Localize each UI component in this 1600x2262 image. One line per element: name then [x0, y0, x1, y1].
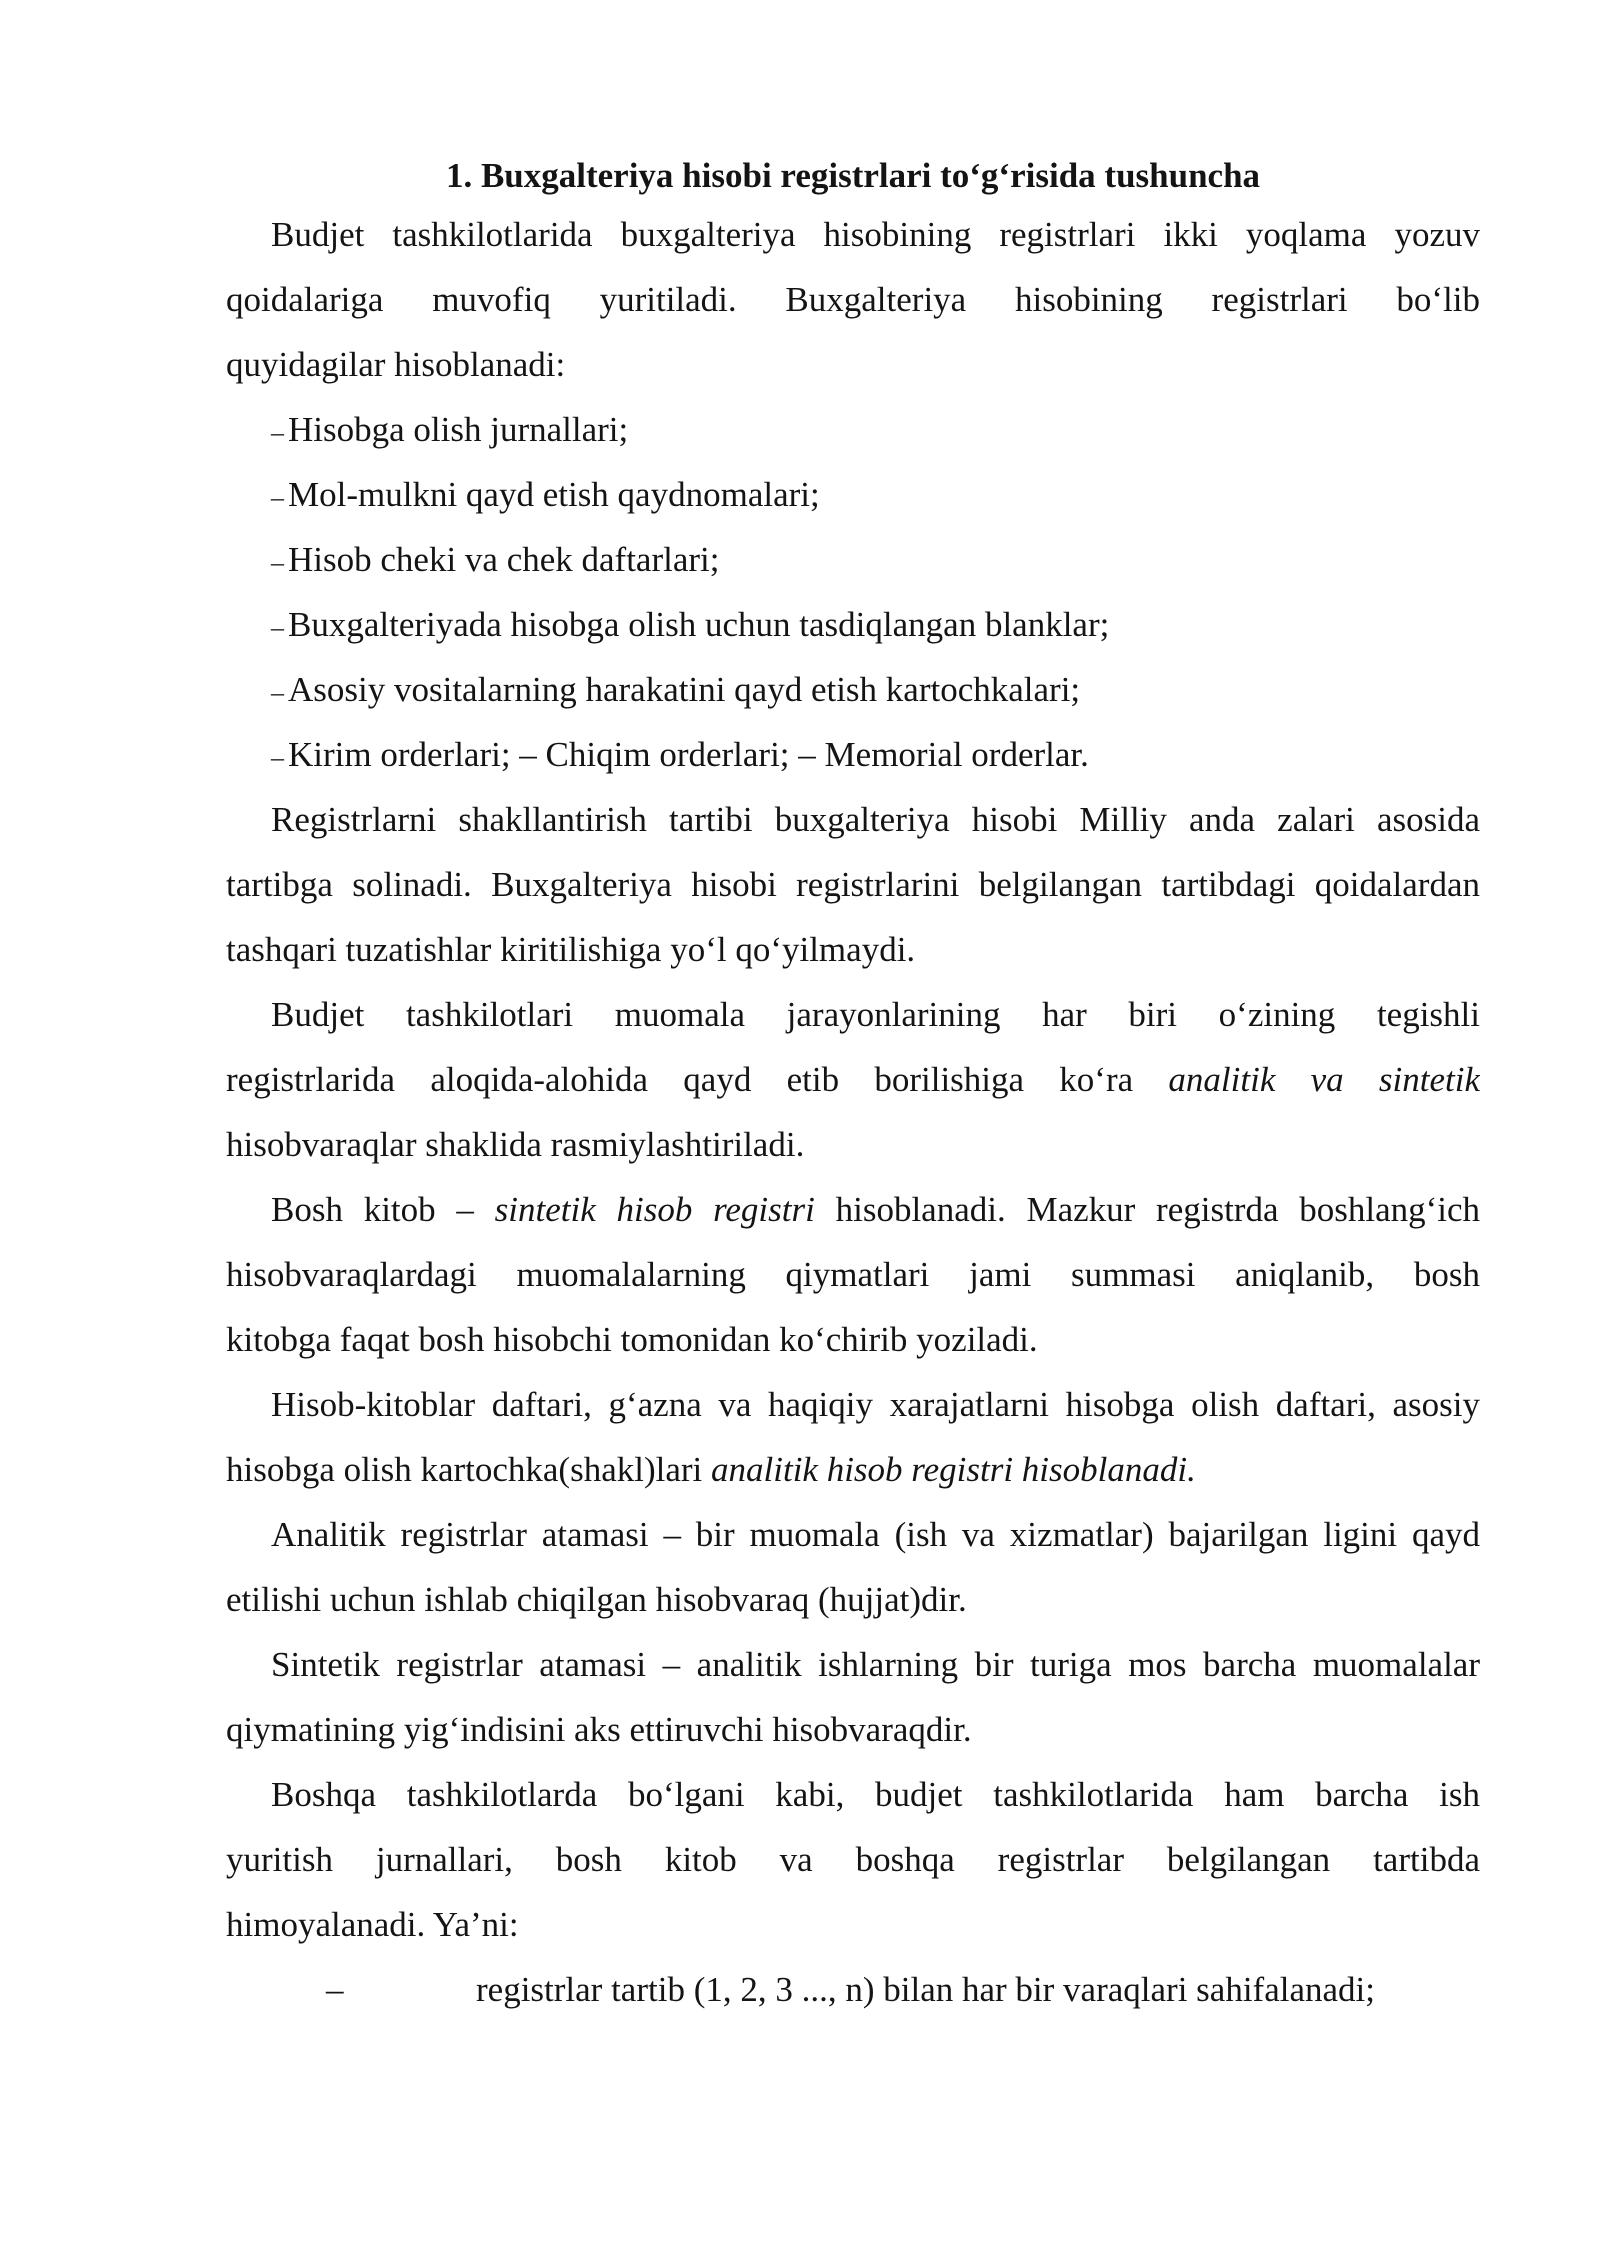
- paragraph-4-line-2: hisobvaraqlardagi muomalalarning qiymatlari jami summasi aniqlanib, bosh: [226, 1255, 1480, 1294]
- paragraph-6-line-2: etilishi uchun ishlab chiqilgan hisobvaraq (hujjat)dir.: [226, 1580, 967, 1619]
- italic-term: analitik hisob registri hisoblanadi.: [711, 1450, 1196, 1489]
- section-heading: 1. Buxgalteriya hisobi registrlari to‘g‘risida tushuncha: [445, 156, 1261, 195]
- dash-marker: –: [271, 418, 284, 447]
- paragraph-3-line-3: hisobvaraqlar shaklida rasmiylashtiriladi.: [226, 1125, 805, 1164]
- paragraph-3-line-2: registrlarida aloqida-alohida qayd etib borilishiga ko‘ra analitik va sintetik: [226, 1060, 1480, 1099]
- paragraph-8-line-3: himoyalanadi. Ya’ni:: [226, 1905, 519, 1944]
- italic-term: analitik va sintetik: [1168, 1060, 1480, 1099]
- list-item: – registrlar tartib (1, 2, 3 ..., n) bilan har bir varaqlari sahifalanadi;: [226, 1957, 1480, 2022]
- list-item: – Kirim orderlari; – Chiqim orderlari; – Memorial orderlar.: [271, 735, 1089, 774]
- paragraph-3-line-1: Budjet tashkilotlari muomala jarayonlarining har biri o‘zining tegishli: [271, 995, 1480, 1034]
- paragraph-1-line-1: Budjet tashkilotlarida buxgalteriya hisobining registrlari ikki yoqlama yozuv: [271, 215, 1480, 254]
- dash-marker: –: [271, 678, 284, 707]
- paragraph-8-line-1: Boshqa tashkilotlarda bo‘lgani kabi, budjet tashkilotlarida ham barcha ish: [271, 1775, 1480, 1814]
- paragraph-1-line-3: quyidagilar hisoblanadi:: [226, 345, 566, 384]
- paragraph-2-line-3: tashqari tuzatishlar kiritilishiga yo‘l qo‘yilmaydi.: [226, 930, 916, 969]
- list-item: – Mol-mulkni qayd etish qaydnomalari;: [271, 475, 820, 514]
- paragraph-7-line-2: qiymatining yig‘indisini aks ettiruvchi hisobvaraqdir.: [226, 1710, 972, 1749]
- paragraph-5-line-1: Hisob-kitoblar daftari, g‘azna va haqiqiy xarajatlarni hisobga olish daftari, asosiy: [271, 1385, 1480, 1424]
- paragraph-4-line-3: kitobga faqat bosh hisobchi tomonidan ko‘chirib yoziladi.: [226, 1320, 1038, 1359]
- list-item: – Buxgalteriyada hisobga olish uchun tasdiqlangan blanklar;: [271, 605, 1110, 644]
- dash-marker: –: [271, 548, 284, 577]
- paragraph-2-line-1: Registrlarni shakllantirish tartibi buxgalteriya hisobi Milliy anda zalari asosida: [271, 800, 1480, 839]
- paragraph-2-line-2: tartibga solinadi. Buxgalteriya hisobi registrlarini belgilangan tartibdagi qoidalardan: [226, 865, 1480, 904]
- paragraph-5-line-2: hisobga olish kartochka(shakl)lari analitik hisob registri hisoblanadi.: [226, 1450, 1196, 1489]
- document-page: [226, 150, 1480, 2022]
- paragraph-6-line-1: Analitik registrlar atamasi – bir muomala (ish va xizmatlar) bajarilgan ligini qayd: [271, 1515, 1480, 1554]
- list-item: – Hisobga olish jurnallari;: [271, 410, 629, 449]
- dash-marker: –: [271, 483, 284, 512]
- paragraph-8-line-2: yuritish jurnallari, bosh kitob va boshqa registrlar belgilangan tartibda: [226, 1840, 1480, 1879]
- dash-marker: –: [326, 1970, 344, 2009]
- paragraph-1-line-2: qoidalariga muvofiq yuritiladi. Buxgalteriya hisobining registrlari bo‘lib: [226, 280, 1480, 319]
- dash-marker: –: [271, 743, 284, 772]
- dash-marker: –: [271, 613, 284, 642]
- list-item: – Asosiy vositalarning harakatini qayd etish kartochkalari;: [271, 670, 1081, 709]
- paragraph-4-line-1: Bosh kitob – sintetik hisob registri hisoblanadi. Mazkur registrda boshlang‘ich: [271, 1190, 1480, 1229]
- list-item: – Hisob cheki va chek daftarlari;: [271, 540, 720, 579]
- italic-term: sintetik hisob registri: [494, 1190, 815, 1229]
- paragraph-7-line-1: Sintetik registrlar atamasi – analitik ishlarning bir turiga mos barcha muomalalar: [271, 1645, 1480, 1684]
